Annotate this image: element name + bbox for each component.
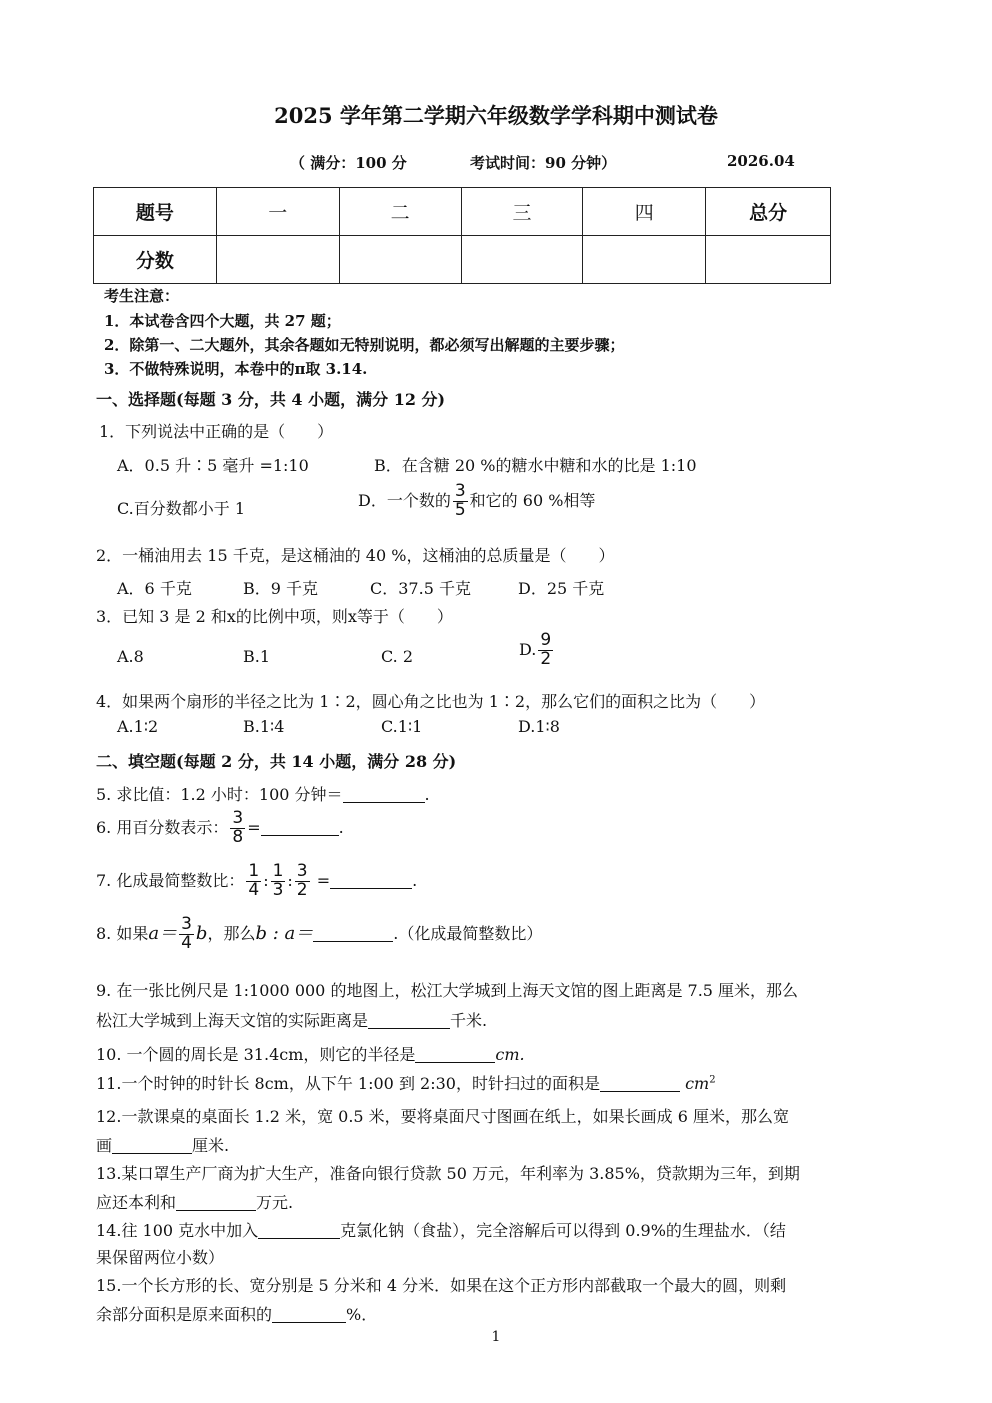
q8-math: a＝ <box>148 922 178 944</box>
q3-option-d <box>519 632 555 669</box>
q7: 7. 化成最简整数比： $\frac{1}{4}$ : $\frac{1}{3}$ : $\frac{3}{2}$ = . <box>96 861 418 900</box>
q2-option-a: A．6 千克 <box>117 579 192 598</box>
denominator: 4 <box>181 932 192 953</box>
q10 <box>96 1042 525 1065</box>
q8-text: .（化成最简整数比） <box>393 923 543 943</box>
table-cell: 一 <box>216 188 339 236</box>
answer-blank[interactable] <box>176 1194 256 1211</box>
answer-blank[interactable] <box>112 1137 192 1154</box>
exam-date: 2026.04 <box>727 152 795 170</box>
q2-stem: 2．一桶油用去 15 千克，是这桶油的 40 %，这桶油的总质量是（ ） <box>96 546 615 565</box>
q4-option-d: D.1∶8 <box>518 717 560 736</box>
q3-d-prefix: D. <box>519 639 537 659</box>
table-cell: 三 <box>461 188 583 236</box>
q11-sup: 2 <box>709 1074 716 1086</box>
q13-line1: 13.某口罩生产厂商为扩大生产，准备向银行贷款 50 万元，年利率为 3.85%，贷款期为三年，到期 <box>96 1164 800 1183</box>
q11-text: 11.一个时钟的时针长 8cm，从下午 1:00 到 2:30，时针扫过的面积是 <box>96 1074 600 1093</box>
table-cell: 分数 <box>94 236 217 284</box>
q9-text: 松江大学城到上海天文馆的实际距离是 <box>96 1011 369 1030</box>
table-cell: 二 <box>339 188 461 236</box>
q2-option-d: D．25 千克 <box>518 579 605 598</box>
numerator: 1 <box>272 861 284 881</box>
q1-option-b: B．在含糖 20 %的糖水中糖和水的比是 1:10 <box>374 456 697 475</box>
q13-text: 万元. <box>256 1193 294 1212</box>
fraction <box>538 632 553 669</box>
note-item: 2．除第一、二大题外，其余各题如无特别说明，都必须写出解题的主要步骤； <box>104 336 625 354</box>
fraction <box>179 916 194 953</box>
q15-line2 <box>96 1302 377 1325</box>
exam-title: 2025 学年第二学期六年级数学学科期中测试卷 <box>274 103 718 128</box>
q15-text: %． <box>346 1305 378 1324</box>
q9-line2 <box>96 1008 487 1031</box>
q9-text: 千米. <box>450 1011 488 1030</box>
q11 <box>96 1071 716 1094</box>
q13-text: 应还本利和 <box>96 1193 177 1212</box>
score-input-cell[interactable] <box>461 236 583 284</box>
table-cell: 总分 <box>706 188 831 236</box>
fraction <box>453 483 468 520</box>
numerator: 1 <box>248 861 260 881</box>
answer-blank[interactable] <box>368 1012 450 1029</box>
q6-text: 6. 用百分数表示： <box>96 817 229 837</box>
q14-line2: 果保留两位小数） <box>96 1248 225 1267</box>
q3-option-c: C. 2 <box>381 647 414 666</box>
q1-option-c: C.百分数都小于 1 <box>117 499 246 518</box>
q2-option-b: B．9 千克 <box>243 579 319 598</box>
numerator: 3 <box>232 808 244 828</box>
answer-blank[interactable] <box>258 1222 340 1239</box>
score-input-cell[interactable] <box>706 236 831 284</box>
denominator: 8 <box>232 826 244 847</box>
answer-blank[interactable] <box>313 925 393 942</box>
q14-text: 14.往 100 克水中加入 <box>96 1221 259 1240</box>
q15-text: 余部分面积是原来面积的 <box>96 1305 273 1324</box>
denominator: 4 <box>248 879 260 900</box>
score-table-header-row <box>94 188 831 236</box>
q4-option-a: A.1∶2 <box>117 717 159 736</box>
fraction <box>246 863 261 900</box>
full-score: （ 满分：100 分 <box>290 154 407 172</box>
q1-d-suffix: 和它的 60 %相等 <box>469 490 596 510</box>
q10-text: 10. 一个圆的周长是 31.4cm，则它的半径是 <box>96 1045 416 1064</box>
q11-unit: cm <box>685 1074 710 1093</box>
q1-d-prefix: D．一个数的 <box>358 490 451 510</box>
fraction <box>271 863 286 900</box>
note-item: 1．本试卷含四个大题，共 27 题； <box>104 312 341 330</box>
q7-text: 7. 化成最简整数比： <box>96 870 245 890</box>
q4-stem: 4．如果两个扇形的半径之比为 1∶2，圆心角之比也为 1∶2，那么它们的面积之比为（ ） <box>96 692 766 711</box>
q3-stem: 3．已知 3 是 2 和x的比例中项，则x等于（ ） <box>96 607 453 626</box>
q9-line1: 9. 在一张比例尺是 1:1000 000 的地图上，松江大学城到上海天文馆的图上距离是 7.5 厘米，那么 <box>96 981 799 1000</box>
score-input-cell[interactable] <box>339 236 461 284</box>
q14-text: 克氯化钠（食盐），完全溶解后可以得到 0.9%的生理盐水．（结 <box>340 1221 786 1240</box>
fraction <box>295 863 310 900</box>
q8-math: b : a＝ <box>255 922 314 944</box>
q1-stem: 1．下列说法中正确的是（ ） <box>99 422 334 441</box>
q8-text: 8. 如果 <box>96 923 149 943</box>
notes-heading: 考生注意： <box>104 287 180 305</box>
numerator: 3 <box>181 914 192 934</box>
answer-blank[interactable] <box>272 1306 346 1323</box>
q15-line1: 15.一个长方形的长、宽分别是 5 分米和 4 分米．如果在这个正方形内部截取一个最大的圆，则剩 <box>96 1276 787 1295</box>
q1-option-d <box>358 483 595 520</box>
note-item: 3．不做特殊说明，本卷中的π取 3.14. <box>104 360 368 378</box>
numerator: 9 <box>540 630 552 650</box>
q8-text: ，那么 <box>207 923 256 943</box>
section1-heading: 一、选择题(每题 3 分，共 4 小题，满分 12 分) <box>96 390 446 409</box>
q12-text: 画 <box>96 1136 113 1155</box>
fraction <box>230 810 245 847</box>
denominator: 2 <box>296 879 308 900</box>
q13-line2 <box>96 1190 293 1213</box>
q1-option-a: A．0.5 升∶5 毫升 =1:10 <box>117 456 309 475</box>
q3-option-b: B.1 <box>243 647 271 666</box>
q2-option-c: C．37.5 千克 <box>370 579 471 598</box>
table-cell: 四 <box>583 188 706 236</box>
answer-blank[interactable] <box>343 786 425 803</box>
q10-unit: cm. <box>495 1045 525 1064</box>
q12-line2 <box>96 1133 229 1156</box>
score-input-cell[interactable] <box>583 236 706 284</box>
section2-heading: 二、填空题(每题 2 分，共 14 小题，满分 28 分) <box>96 752 457 771</box>
answer-blank[interactable] <box>261 819 339 836</box>
score-table <box>93 187 831 284</box>
q12-text: 厘米. <box>192 1136 230 1155</box>
table-cell: 题号 <box>94 188 217 236</box>
score-input-cell[interactable] <box>216 236 339 284</box>
q4-option-b: B.1∶4 <box>243 717 285 736</box>
answer-blank[interactable] <box>600 1075 680 1092</box>
q14-line1 <box>96 1218 786 1241</box>
page-number: 1 <box>491 1329 501 1345</box>
answer-blank[interactable] <box>415 1046 495 1063</box>
numerator: 3 <box>296 861 308 881</box>
answer-blank[interactable] <box>330 872 412 889</box>
denominator: 3 <box>272 879 284 900</box>
denominator: 2 <box>540 648 552 669</box>
q5-text: 5. 求比值：1.2 小时：100 分钟＝ <box>96 785 343 804</box>
q8 <box>96 916 542 953</box>
q3-option-a: A.8 <box>117 647 144 666</box>
q8-math: b <box>195 922 208 944</box>
q12-line1: 12.一款课桌的桌面长 1.2 米，宽 0.5 米，要将桌面尺寸图画在纸上，如果长画成 6 厘米，那么宽 <box>96 1107 790 1126</box>
numerator: 3 <box>454 481 466 501</box>
q6: 6. 用百分数表示： $\frac{3}{8}$ = . <box>96 808 344 847</box>
score-table-score-row <box>94 236 831 284</box>
exam-time: 考试时间：90 分钟） <box>470 154 617 172</box>
denominator: 5 <box>454 499 466 520</box>
q4-option-c: C.1∶1 <box>381 717 423 736</box>
q5: 5. 求比值：1.2 小时：100 分钟＝ . <box>96 785 430 804</box>
